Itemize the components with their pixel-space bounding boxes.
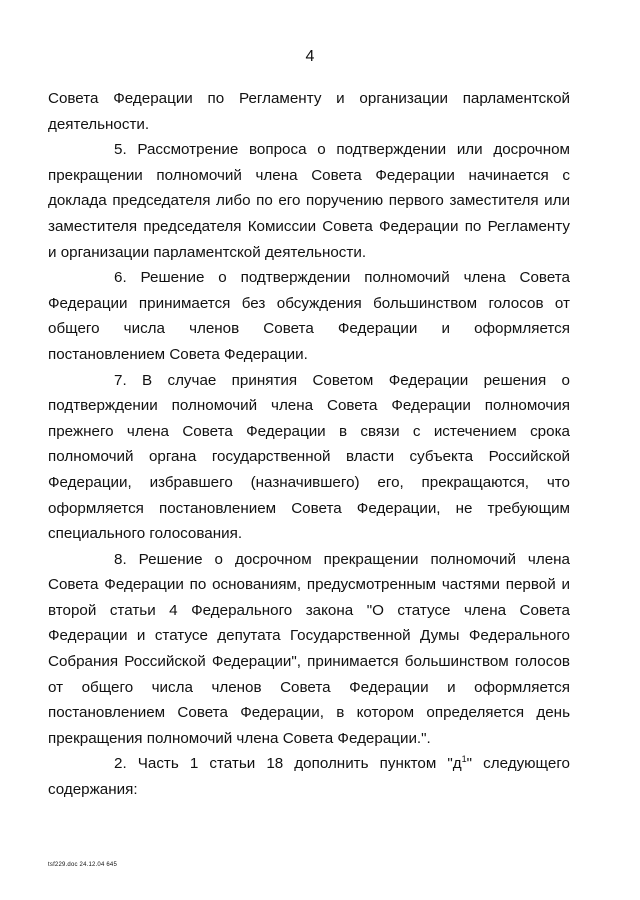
amendment-superscript: 1	[461, 754, 467, 765]
paragraph-7: 7. В случае принятия Советом Федерации решения о подтверждении полномочий члена Совета Федерации полномочия прежнего члена Совета Федерации в связи с истечением срока полномочий органа государственной власти субъекта Российской Федерации, избравшего (назначившего) его, прекращаются, что оформляется постановлением Совета Федерации, не требующим специального голосования.	[48, 371, 570, 543]
paragraph-5: 5. Рассмотрение вопроса о подтверждении или досрочном прекращении полномочий члена Совета Федерации начинается с доклада председателя либо по его поручению первого заместителя или заместителя председателя Комиссии Совета Федерации по Регламенту и организации парламентской деятельности.	[48, 141, 570, 261]
paragraph-6: 6. Решение о подтверждении полномочий члена Совета Федерации принимается без обсуждения большинством голосов от общего числа членов Совета Федерации и оформляется постановлением Совета Федерации.	[48, 269, 570, 363]
paragraph-amendment-2	[48, 751, 570, 802]
paragraph-8: 8. Решение о досрочном прекращении полномочий члена Совета Федерации по основаниям, предусмотренным частями первой и второй статьи 4 Федерального закона "О статусе члена Совета Федерации и статусе депутата Государственной Думы Федерального Собрания Российской Федерации", принимается большинством голосов от общего числа членов Совета Федерации и оформляется постановлением Совета Федерации, в котором определяется день прекращения полномочий члена Совета Федерации.".	[48, 550, 570, 747]
document-body	[48, 86, 570, 803]
amendment-text-before: 2. Часть 1 статьи 18 дополнить пунктом "д	[114, 755, 462, 773]
footer-file-label: tsf229.doc 24.12.04 645	[48, 862, 117, 868]
amendment-text-after: " следующего содержания:	[48, 755, 570, 799]
paragraph-continuation: Совета Федерации по Регламенту и организации парламентской деятельности.	[48, 90, 570, 133]
page-number: 4	[305, 48, 315, 65]
